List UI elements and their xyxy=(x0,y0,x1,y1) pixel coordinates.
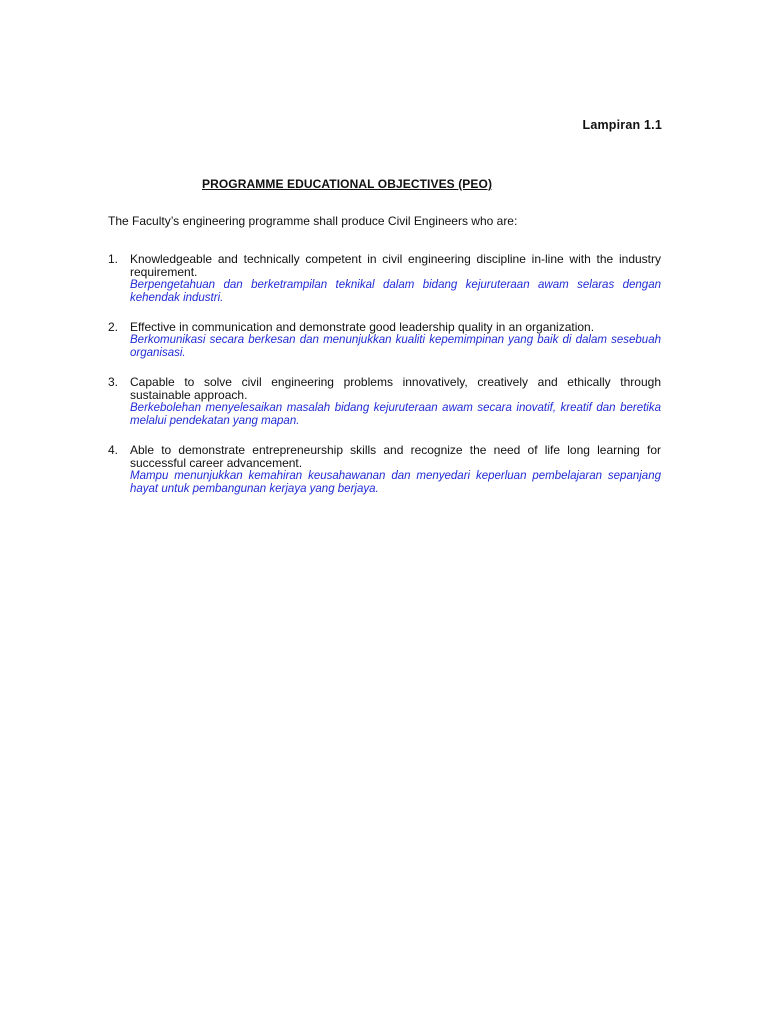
objective-malay-translation: Mampu menunjukkan kemahiran keusahawanan dan menyedari keperluan pembelajaran sepanjang hayat untuk pembangunan kerjaya yang berjaya. xyxy=(130,470,661,495)
objective-body xyxy=(130,444,661,496)
intro-paragraph: The Faculty’s engineering programme shall produce Civil Engineers who are: xyxy=(108,214,518,228)
objective-number: 1. xyxy=(108,252,119,266)
objective-item-4 xyxy=(108,444,661,496)
objective-english-text: Effective in communication and demonstrate good leadership quality in an organization. xyxy=(130,320,595,334)
objective-malay-translation: Berpengetahuan dan berketrampilan teknikal dalam bidang kejuruteraan awam selaras dengan kehendak industri. xyxy=(130,279,661,304)
objective-body xyxy=(130,321,661,360)
objectives-list xyxy=(108,253,661,512)
appendix-label: Lampiran 1.1 xyxy=(582,118,662,132)
objective-number: 3. xyxy=(108,375,119,389)
objective-english-text: Capable to solve civil engineering problems innovatively, creatively and ethically through sustainable approach. xyxy=(130,375,661,402)
objective-item-3 xyxy=(108,376,661,428)
objective-english-text: Knowledgeable and technically competent in civil engineering discipline in-line with the industry requirement. xyxy=(130,252,661,279)
objective-english-text: Able to demonstrate entrepreneurship skills and recognize the need of life long learning for successful career advancement. xyxy=(130,443,661,470)
objective-malay-translation: Berkebolehan menyelesaikan masalah bidang kejuruteraan awam secara inovatif, kreatif dan beretika melalui pendekatan yang mapan. xyxy=(130,402,661,427)
objective-malay-translation: Berkomunikasi secara berkesan dan menunjukkan kualiti kepemimpinan yang baik di dalam sesebuah organisasi. xyxy=(130,334,661,359)
objective-item-1 xyxy=(108,253,661,305)
objective-number: 2. xyxy=(108,320,119,334)
document-title: PROGRAMME EDUCATIONAL OBJECTIVES (PEO) xyxy=(202,177,493,191)
objective-body xyxy=(130,376,661,428)
objective-item-2 xyxy=(108,321,661,360)
objective-body xyxy=(130,253,661,305)
objective-number: 4. xyxy=(108,443,119,457)
